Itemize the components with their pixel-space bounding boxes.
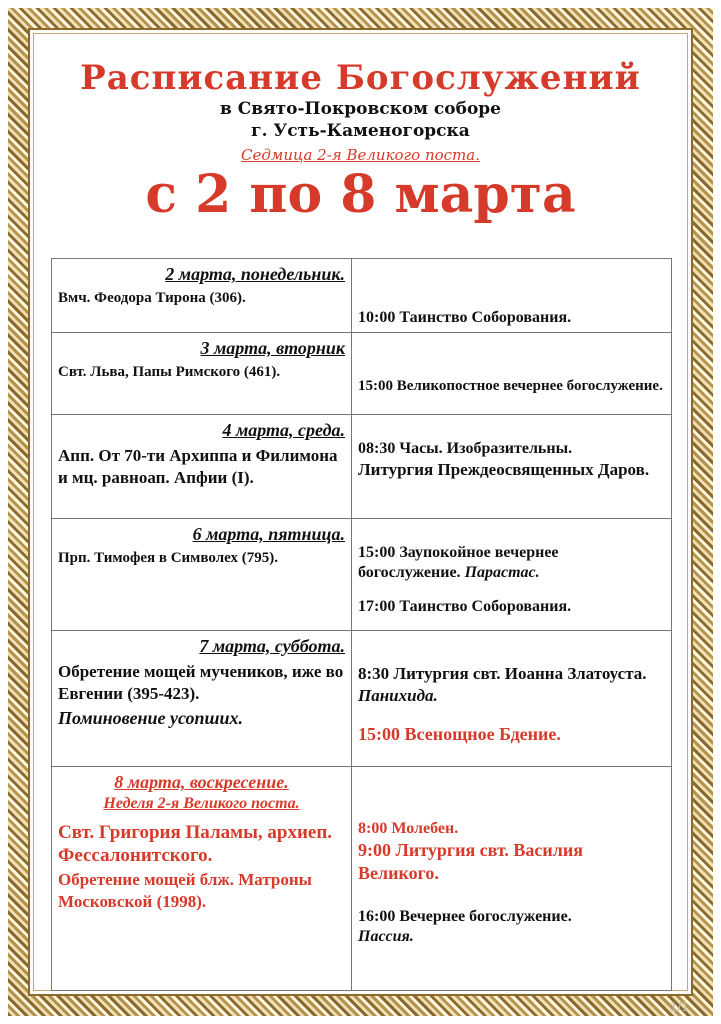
page-title: Расписание Богослужений [80, 58, 641, 98]
day-cell [52, 259, 352, 333]
cathedral-line: в Свято-Покровском соборе [220, 99, 501, 119]
date-range: с 2 по 8 марта [145, 164, 576, 225]
table-row [52, 415, 672, 519]
header [40, 58, 681, 224]
service-text: 8:00 Молебен. [358, 820, 459, 837]
day-label: 8 марта, воскресение. [114, 772, 289, 792]
service-text: Литургия Преждеосвященных Даров. [358, 460, 650, 479]
day-label: 3 марта, вторник [200, 338, 345, 358]
service-text: 10:00 Таинство Соборования. [358, 309, 572, 326]
service-cell [352, 415, 672, 519]
page-number: 1/1 [669, 1000, 689, 1014]
service-cell [352, 631, 672, 767]
service-text-italic: Парастас. [464, 564, 540, 581]
service-text: 15:00 Великопостное вечернее богослужение. [358, 378, 663, 394]
service-text: 08:30 Часы. Изобразительны. [358, 440, 573, 457]
service-text: 15:00 Всенощное Бдение. [358, 724, 561, 744]
day-label: 7 марта, суббота. [199, 636, 345, 656]
service-text-main: 8:30 Литургия свт. Иоанна Златоуста. [358, 664, 647, 683]
service-cell [352, 519, 672, 631]
table-row [52, 767, 672, 991]
day-cell [52, 767, 352, 991]
service-text [358, 663, 665, 707]
week-line: Седмица 2-я Великого поста. [241, 146, 480, 164]
saint-text: Вмч. Феодора Тирона (306). [58, 290, 246, 306]
service-cell [352, 767, 672, 991]
saint-note: Поминовение усопших. [58, 708, 244, 728]
saint-text: Свт. Григория Паламы, архиеп. Фессалонитского. [58, 822, 333, 866]
saint-text: Апп. От 70-ти Архиппа и Филимона и мц. равноап. Апфии (I). [58, 446, 338, 487]
service-text-italic: Пассия. [358, 928, 414, 945]
day-cell [52, 519, 352, 631]
day-label: 4 марта, среда. [222, 420, 345, 440]
day-cell [52, 631, 352, 767]
day-cell [52, 415, 352, 519]
week-label: Неделя 2-я Великого поста. [103, 795, 300, 812]
city-line: г. Усть-Каменогорска [251, 121, 470, 141]
service-text-main: 15:00 Заупокойное вечернее богослужение. [358, 544, 559, 581]
service-cell [352, 259, 672, 333]
saint-text: Обретение мощей мучеников, иже во Евгении (395-423). [58, 662, 344, 703]
day-label: 6 марта, пятница. [192, 524, 345, 544]
schedule-table [51, 258, 672, 991]
saint-text: Прп. Тимофея в Символех (795). [58, 550, 278, 566]
service-cell [352, 333, 672, 415]
table-row [52, 259, 672, 333]
day-cell [52, 333, 352, 415]
table-row [52, 333, 672, 415]
day-label: 2 марта, понедельник. [165, 264, 345, 284]
service-text: 17:00 Таинство Соборования. [358, 598, 572, 615]
service-text: 9:00 Литургия свт. Василия Великого. [358, 840, 583, 883]
service-text-italic: Панихида. [358, 686, 438, 705]
table-row [52, 631, 672, 767]
service-text [358, 543, 665, 583]
saint-text: Свт. Льва, Папы Римского (461). [58, 364, 281, 380]
service-text: 16:00 Вечернее богослужение. [358, 908, 572, 925]
saint-text: Обретение мощей блж. Матроны Московской (1998). [58, 870, 312, 911]
table-row [52, 519, 672, 631]
